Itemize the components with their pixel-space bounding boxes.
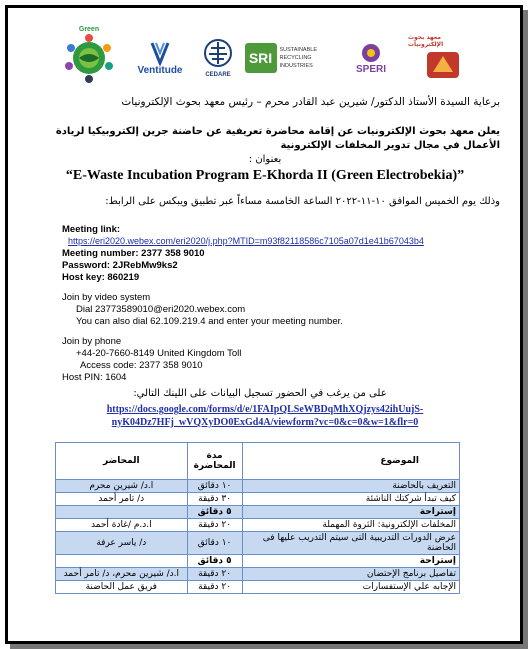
topic-cell: عرض الدورات التدريبية التى سيتم التدريب عليها فى الحاضنة (242, 532, 459, 555)
sri-badge: SRI (245, 43, 277, 73)
video-alt-dial: You can also dial 62.109.219.4 and enter your meeting number. (76, 316, 343, 327)
table-row (56, 519, 460, 532)
lecturer-cell: د/ تامر أحمد (56, 493, 188, 506)
host-key: Host key: 860219 (62, 272, 140, 283)
speri-label: SPERI (355, 63, 386, 75)
table-row (56, 480, 460, 493)
speri-mark-icon (356, 42, 386, 64)
logos-row (10, 26, 502, 90)
eri-logo (408, 30, 478, 86)
duration-cell: ٢٠ دقيقة (187, 568, 242, 581)
patronage-line: برعاية السيدة الأستاذ الدكتور/ شيرين عبد القادر محرم – رئيس معهد بحوث الإلكترونيات (121, 96, 500, 108)
lecturer-cell (56, 506, 188, 519)
header-lecturer: المحاضر (56, 443, 188, 480)
ventitude-logo (130, 30, 190, 86)
host-pin: Host PIN: 1604 (62, 372, 127, 383)
topic-cell: إستراحة (242, 506, 459, 519)
table-row (56, 532, 460, 555)
topic-cell: الإجابه علي الإستفسارات (242, 581, 459, 594)
duration-cell: ٥ دقائق (187, 506, 242, 519)
globe-logo-icon (61, 32, 117, 84)
duration-cell: ٢٠ دقيقة (187, 581, 242, 594)
program-title: “E-Waste Incubation Program E-Khorda II (Green Electrobekia)” (65, 168, 465, 183)
ventitude-mark-icon (150, 41, 170, 65)
announcement-line-1: يعلن معهد بحوث الإلكترونيات عن إقامة محاضرة تعريفية عن حاضنة جرين إلكتروبيكيا لريادة (55, 126, 500, 137)
cedare-logo (198, 30, 238, 86)
topic-cell: كيف تبدأ شركتك الناشئة (242, 493, 459, 506)
duration-cell: ١٠ دقائق (187, 480, 242, 493)
lecturer-cell: د/ ياسر عرفة (56, 532, 188, 555)
cedare-mark-icon (203, 38, 233, 72)
header-duration: مدة المحاضرة (187, 443, 242, 480)
registration-link-line-1[interactable]: https://docs.google.com/forms/d/e/1FAIpQLSeWBDqMhXQjzys42ihUujS- (106, 404, 424, 415)
video-dial: Dial 23773589010@eri2020.webex.com (76, 304, 246, 315)
duration-cell: ٣٠ دقيقة (187, 493, 242, 506)
speri-logo (342, 30, 400, 86)
header-topic: الموضوع (242, 443, 459, 480)
schedule-table (55, 442, 460, 594)
cedare-label: CEDARE (205, 72, 231, 78)
topic-cell: إستراحة (242, 555, 459, 568)
lecturer-cell: ا.د.م /غادة أحمد (56, 519, 188, 532)
lecturer-cell (56, 555, 188, 568)
topic-cell: تفاصيل برنامج الإحتضان (242, 568, 459, 581)
lecturer-cell: ا.د/ شيرين محرم (56, 480, 188, 493)
table-row (56, 506, 460, 519)
meeting-number: Meeting number: 2377 358 9010 (62, 248, 205, 259)
table-row (56, 568, 460, 581)
announcement-line-2: الأعمال في مجال تدوير المخلفات الإلكترونية (280, 140, 500, 151)
titled-label: بعنوان : (248, 154, 282, 165)
duration-cell: ١٠ دقائق (187, 532, 242, 555)
meeting-link[interactable]: https://eri2020.webex.com/eri2020/j.php?MTID=m93f82118586c7105a07d1e41b67043b4 (68, 236, 424, 246)
access-code: Access code: 2377 358 9010 (80, 360, 203, 371)
meeting-password: Password: 2JRebMw9ks2 (62, 260, 178, 271)
schedule-body (56, 480, 460, 594)
topic-cell: المخلفات الإلكترونية: الثروة المهملة (242, 519, 459, 532)
date-line: وذلك يوم الخميس الموافق ١٠-١١-٢٠٢٢ الساعة الخامسة مساءاً عبر تطبيق ويبكس على الرابط: (105, 196, 500, 207)
eri-label: معهد بحوث الإلكترونيات (408, 34, 444, 48)
table-row (56, 493, 460, 506)
lecturer-cell: ا.د/ شيرين محرم، د/ تامر أحمد (56, 568, 188, 581)
video-system-title: Join by video system (62, 292, 151, 303)
green-electrobekia-logo (60, 26, 118, 86)
registration-link-line-2[interactable]: nyK04Dz7HFj_wVQXyDO0ExGd4A/viewform?vc=0&c=0&w=1&flr=0 (111, 417, 419, 428)
eri-mark-icon (423, 48, 463, 82)
duration-cell: ٥ دقائق (187, 555, 242, 568)
ventitude-label: Ventitude (137, 64, 183, 76)
table-row (56, 581, 460, 594)
lecturer-cell: فريق عمل الحاضنة (56, 581, 188, 594)
schedule-header-row (56, 443, 460, 480)
phone-number: +44-20-7660-8149 United Kingdom Toll (76, 348, 242, 359)
phone-title: Join by phone (62, 336, 122, 347)
sri-logo (242, 30, 334, 86)
sri-subtitle: SUSTAINABLE RECYCLING INDUSTRIES (279, 47, 317, 69)
duration-cell: ٢٠ دقيقة (187, 519, 242, 532)
registration-text: على من يرغب في الحضور تسجيل البيانات على اللينك التالي: (133, 388, 387, 399)
meeting-link-label: Meeting link: (62, 224, 121, 235)
table-row (56, 555, 460, 568)
topic-cell: التعريف بالحاضنة (242, 480, 459, 493)
green-logo-label: Green (78, 26, 100, 33)
